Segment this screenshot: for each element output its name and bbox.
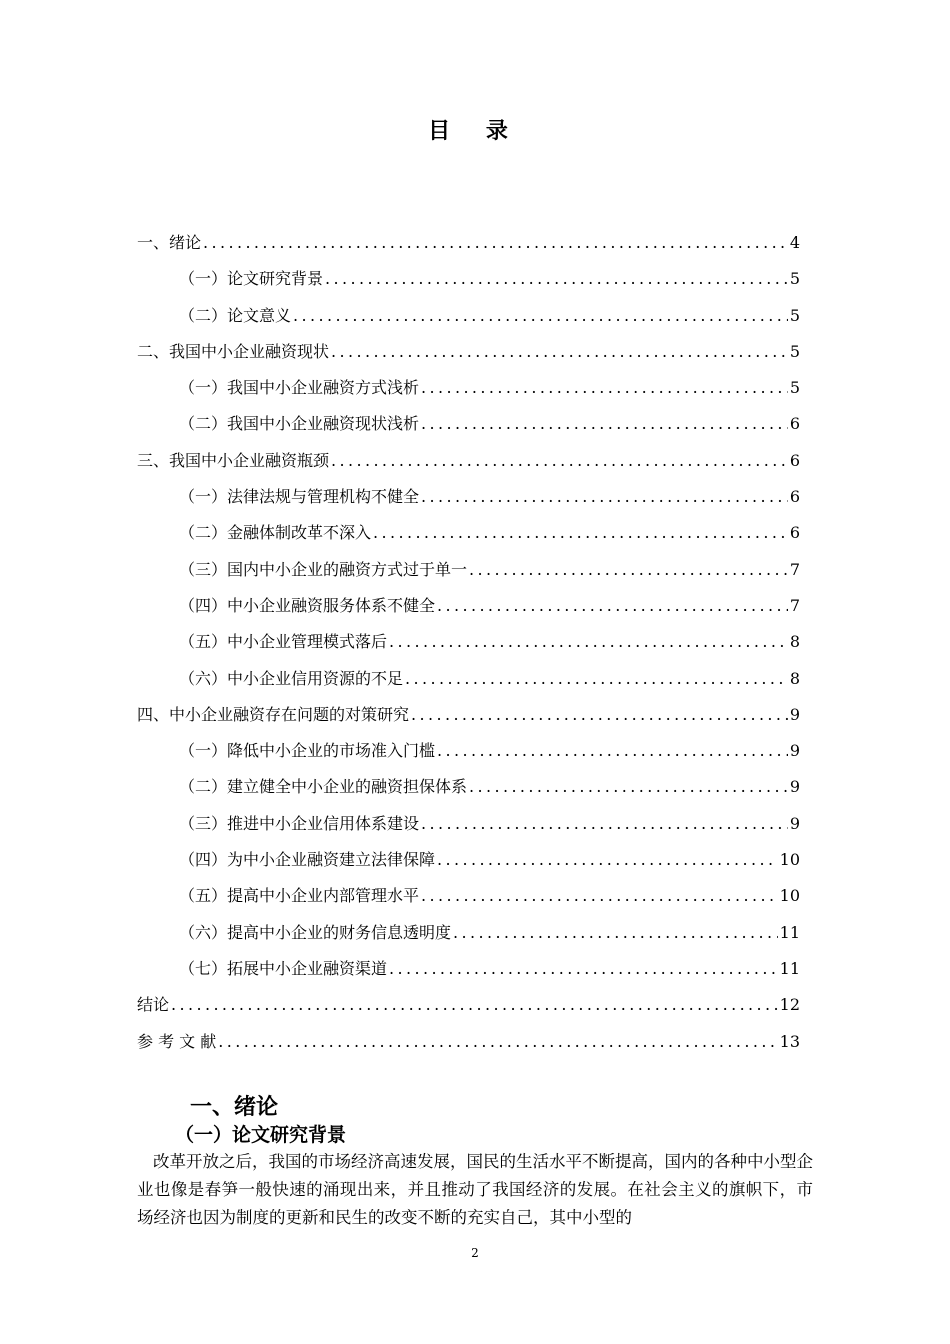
toc-entry-page: 6 — [789, 450, 800, 470]
toc-entry-label: 三、我国中小企业融资瓶颈 — [137, 450, 330, 470]
toc-entry-label: （二）金融体制改革不深入 — [179, 523, 372, 543]
section-heading: 一、绪论 — [190, 1095, 279, 1120]
toc-entry-label: （七）拓展中小企业融资渠道 — [179, 958, 388, 978]
section-subheading: （一）论文研究背景 — [175, 1124, 347, 1146]
toc-entry-label: （四）中小企业融资服务体系不健全 — [179, 595, 436, 615]
toc-entry[interactable] — [137, 629, 800, 665]
toc-entry-label: （二）建立健全中小企业的融资担保体系 — [179, 777, 468, 797]
toc-entry-page: 8 — [789, 632, 800, 652]
toc-entry-label: 一、绪论 — [137, 233, 202, 252]
toc-entry[interactable] — [137, 738, 800, 774]
toc-entry[interactable] — [137, 448, 800, 484]
toc-entry[interactable] — [137, 920, 800, 956]
toc-dot-leader — [331, 451, 788, 470]
toc-entry-page: 9 — [789, 741, 800, 761]
toc-dot-leader — [437, 596, 788, 615]
toc-entry[interactable] — [137, 956, 800, 992]
toc-dot-leader — [469, 777, 788, 796]
toc-entry[interactable] — [137, 484, 800, 520]
toc-dot-leader — [405, 669, 788, 688]
toc-entry[interactable] — [137, 883, 800, 919]
toc-entry-page: 5 — [789, 305, 800, 325]
toc-entry[interactable] — [137, 230, 800, 266]
toc-dot-leader — [389, 959, 778, 978]
toc-entry[interactable] — [137, 666, 800, 702]
toc-title: 目 录 — [428, 119, 522, 144]
toc-entry-page: 9 — [789, 777, 800, 797]
toc-entry[interactable] — [137, 339, 800, 375]
toc-entry-label: （六）提高中小企业的财务信息透明度 — [179, 922, 452, 942]
toc-entry-label: 四、中小企业融资存在问题的对策研究 — [137, 704, 410, 724]
toc-dot-leader — [331, 342, 788, 361]
toc-entry-label: 二、我国中小企业融资现状 — [137, 341, 330, 361]
toc-dot-leader — [389, 632, 788, 651]
toc-entry-page: 5 — [789, 341, 800, 361]
toc-dot-leader — [293, 306, 788, 325]
toc-dot-leader — [421, 414, 788, 433]
toc-dot-leader — [421, 814, 788, 833]
table-of-contents — [137, 230, 800, 1065]
toc-entry[interactable] — [137, 411, 800, 447]
toc-dot-leader — [421, 487, 788, 506]
toc-entry-page: 10 — [779, 886, 800, 906]
toc-dot-leader — [218, 1032, 777, 1051]
toc-entry-label: （五）中小企业管理模式落后 — [179, 632, 388, 652]
toc-entry[interactable] — [137, 702, 800, 738]
toc-entry-label: （一）论文研究背景 — [179, 269, 324, 289]
toc-dot-leader — [437, 741, 788, 760]
toc-entry-label: （一）我国中小企业融资方式浅析 — [179, 378, 420, 398]
toc-entry-page: 6 — [789, 523, 800, 543]
body-paragraph: 改革开放之后，我国的市场经济高速发展，国民的生活水平不断提高，国内的各种中小型企业也像是春笋一般快速的涌现出来，并且推动了我国经济的发展。在社会主义的旗帜下，市场经济也因为制度的更新和民生的改变不断的充实自己，其中小型的 — [137, 1152, 813, 1227]
toc-entry[interactable] — [137, 303, 800, 339]
toc-entry-page: 8 — [789, 668, 800, 688]
toc-dot-leader — [437, 850, 778, 869]
toc-entry-page: 11 — [779, 922, 800, 942]
page-number: 2 — [471, 1246, 479, 1260]
toc-entry-page: 7 — [789, 595, 800, 615]
toc-entry-label: 参 考 文 献 — [137, 1031, 217, 1051]
toc-entry-label: （二）我国中小企业融资现状浅析 — [179, 414, 420, 434]
toc-entry-label: （三）国内中小企业的融资方式过于单一 — [179, 559, 468, 579]
toc-entry[interactable] — [137, 1029, 800, 1065]
toc-dot-leader — [171, 995, 778, 1014]
toc-entry[interactable] — [137, 375, 800, 411]
toc-entry-label: （三）推进中小企业信用体系建设 — [179, 813, 420, 833]
toc-entry[interactable] — [137, 811, 800, 847]
toc-entry-label: （六）中小企业信用资源的不足 — [179, 668, 404, 688]
toc-dot-leader — [373, 523, 788, 542]
toc-dot-leader — [469, 560, 788, 579]
toc-entry-label: （一）法律法规与管理机构不健全 — [179, 487, 420, 507]
toc-entry-page: 11 — [779, 958, 800, 978]
toc-entry-label: （一）降低中小企业的市场准入门槛 — [179, 741, 436, 761]
toc-dot-leader — [203, 233, 788, 252]
toc-entry-page: 6 — [789, 414, 800, 434]
toc-entry[interactable] — [137, 557, 800, 593]
toc-entry[interactable] — [137, 847, 800, 883]
toc-entry[interactable] — [137, 593, 800, 629]
toc-entry[interactable] — [137, 774, 800, 810]
toc-entry-page: 13 — [779, 1031, 800, 1051]
toc-entry-page: 12 — [779, 995, 800, 1015]
toc-dot-leader — [421, 378, 788, 397]
toc-entry-page: 10 — [779, 850, 800, 870]
toc-entry-page: 4 — [789, 233, 800, 252]
toc-entry[interactable] — [137, 992, 800, 1028]
toc-dot-leader — [325, 269, 788, 288]
toc-entry-label: （二）论文意义 — [179, 305, 292, 325]
toc-entry-page: 5 — [789, 269, 800, 289]
toc-entry-label: 结论 — [137, 995, 170, 1015]
toc-entry-label: （四）为中小企业融资建立法律保障 — [179, 850, 436, 870]
toc-entry-page: 5 — [789, 378, 800, 398]
toc-entry[interactable] — [137, 266, 800, 302]
toc-entry-label: （五）提高中小企业内部管理水平 — [179, 886, 420, 906]
toc-entry-page: 9 — [789, 704, 800, 724]
toc-entry-page: 6 — [789, 487, 800, 507]
toc-entry-page: 7 — [789, 559, 800, 579]
toc-dot-leader — [411, 705, 788, 724]
toc-entry[interactable] — [137, 520, 800, 556]
toc-entry-page: 9 — [789, 813, 800, 833]
toc-dot-leader — [453, 923, 778, 942]
toc-dot-leader — [421, 886, 778, 905]
